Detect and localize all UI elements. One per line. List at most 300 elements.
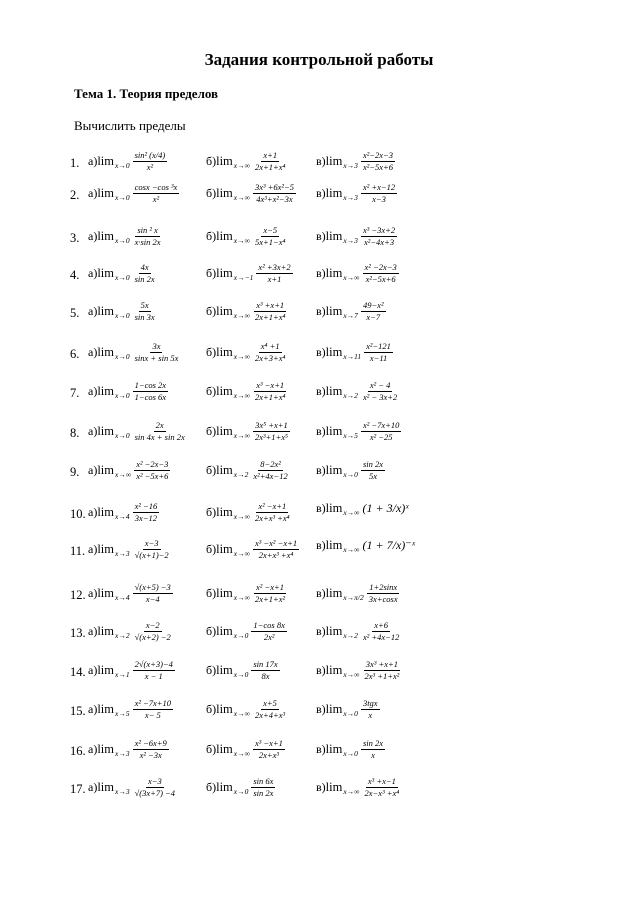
problem-number: 1. (70, 156, 80, 170)
denominator: 3x+cosx (368, 594, 398, 604)
fraction (361, 620, 401, 643)
limit-item (88, 582, 176, 605)
limit-item (316, 501, 409, 516)
limit-subscript: x→3 (115, 549, 130, 558)
item-letter: а) (88, 154, 98, 168)
problem-number: 17. (70, 782, 86, 796)
page-title: Задания контрольной работы (204, 50, 434, 69)
numerator: x² −x+1 (258, 501, 287, 511)
limit-item (206, 738, 288, 761)
limit-item (88, 380, 171, 403)
lim-word: lim (216, 702, 233, 716)
limit-operator (97, 780, 129, 795)
limit-operator (216, 505, 250, 520)
limit-subscript: x→2 (343, 391, 358, 400)
denominator: sinx + sin 5x (134, 353, 179, 363)
denominator: x (368, 710, 373, 720)
lim-word: lim (97, 702, 114, 716)
lim-word: lim (216, 384, 233, 398)
problem-number: 14. (70, 665, 86, 679)
limit-operator (97, 542, 129, 557)
limit-operator (326, 304, 358, 319)
item-letter: б) (206, 742, 217, 756)
fraction (253, 182, 296, 205)
item-letter: б) (206, 345, 217, 359)
lim-word: lim (97, 266, 114, 280)
lim-word: lim (325, 266, 343, 280)
limit-subscript: x→3 (343, 236, 358, 245)
limit-item (88, 262, 160, 285)
denominator: 2x+x³ (258, 750, 279, 760)
limit-subscript: x→∞ (115, 470, 132, 479)
limit-operator (97, 384, 129, 399)
numerator: x² −7x+10 (134, 698, 172, 708)
limit-subscript: x→0 (115, 352, 130, 361)
lim-word: lim (216, 424, 233, 438)
item-letter: а) (88, 384, 98, 398)
limit-item (316, 225, 400, 248)
limit-subscript: x→∞ (233, 549, 250, 558)
fraction (253, 341, 287, 364)
denominator: x² +4x−12 (362, 632, 400, 642)
limit-operator (97, 424, 129, 439)
limit-subscript: x→∞ (233, 236, 250, 245)
item-letter: в) (316, 702, 326, 716)
limit-operator (326, 345, 361, 360)
item-letter: в) (316, 538, 326, 552)
problem-number: 10. (70, 507, 86, 521)
fraction (133, 620, 173, 643)
limit-operator (326, 424, 358, 439)
limit-operator (216, 780, 248, 795)
limit-subscript: x→∞ (233, 193, 250, 202)
item-letter: б) (206, 154, 217, 168)
limit-subscript: x→0 (233, 670, 249, 679)
fraction (133, 300, 157, 323)
lim-word: lim (97, 186, 114, 200)
fraction (133, 225, 163, 248)
lim-word: lim (97, 542, 114, 556)
numerator: x−2 (145, 620, 160, 630)
item-letter: в) (316, 266, 326, 280)
limit-item (316, 738, 388, 761)
limit-item (206, 225, 290, 248)
limit-operator (216, 345, 250, 360)
denominator: x²−5x+6 (362, 162, 394, 172)
fraction (363, 776, 402, 799)
limit-subscript: x→∞ (233, 431, 250, 440)
fraction (367, 582, 400, 605)
numerator: x² +x−12 (362, 182, 396, 192)
limit-operator (216, 229, 250, 244)
limit-operator (216, 304, 250, 319)
limit-item (206, 698, 290, 721)
fraction (361, 300, 386, 323)
lim-word: lim (325, 624, 343, 638)
limit-operator (326, 463, 358, 478)
limit-operator (97, 586, 129, 601)
lim-word: lim (216, 780, 233, 794)
fraction (253, 420, 290, 443)
numerator: x³ −x² −x+1 (254, 538, 298, 548)
item-letter: а) (88, 424, 98, 438)
limit-operator (216, 624, 248, 639)
limit-item (316, 341, 396, 364)
limit-item (206, 150, 290, 173)
numerator: sin 6x (253, 776, 274, 786)
lim-word: lim (216, 463, 233, 477)
limit-item (206, 420, 293, 443)
limit-operator (216, 384, 250, 399)
limit-item (88, 620, 176, 643)
lim-word: lim (325, 384, 343, 398)
limit-item (316, 300, 389, 323)
limit-subscript: x→∞ (233, 593, 250, 602)
denominator: 2x−x³ +x⁴ (364, 788, 400, 798)
denominator: x²−5x+6 (365, 274, 396, 284)
limit-item (206, 538, 302, 561)
item-letter: б) (206, 304, 217, 318)
limit-subscript: x→∞ (233, 352, 250, 361)
numerator: x³ −x+1 (254, 738, 283, 748)
limit-operator (216, 154, 250, 169)
limit-item (88, 459, 173, 482)
numerator: x+1 (263, 150, 278, 160)
numerator: x² +3x+2 (258, 262, 291, 272)
fraction (133, 380, 168, 403)
problem-number: 4. (70, 268, 80, 282)
denominator: 2x³ +1+x² (364, 671, 400, 681)
numerator: sin ² x (137, 225, 158, 235)
denominator: 1−cos 6x (134, 392, 167, 402)
lim-word: lim (97, 345, 114, 359)
fraction (133, 738, 169, 761)
limit-subscript: x→4 (115, 593, 130, 602)
limit-item (316, 620, 404, 643)
fraction (133, 262, 157, 285)
numerator: sin 2x (362, 459, 384, 469)
numerator: x+6 (374, 620, 389, 630)
item-letter: в) (316, 624, 326, 638)
denominator: 5x+1−x⁴ (254, 237, 286, 247)
item-letter: б) (206, 505, 217, 519)
numerator: x³ +x+1 (256, 300, 285, 310)
lim-word: lim (216, 542, 233, 556)
limit-operator (216, 463, 248, 478)
limit-subscript: x→∞ (233, 709, 250, 718)
item-letter: в) (316, 742, 326, 756)
fraction (361, 380, 399, 403)
item-letter: а) (88, 702, 98, 716)
lim-word: lim (325, 229, 343, 243)
limit-item (206, 776, 278, 799)
numerator: x² −2x−3 (364, 262, 397, 272)
item-letter: а) (88, 345, 98, 359)
item-letter: в) (316, 186, 326, 200)
limit-operator (326, 780, 360, 795)
numerator: sin² (x/4) (134, 150, 166, 160)
denominator: 2x+3+x⁴ (254, 353, 286, 363)
lim-word: lim (97, 304, 114, 318)
limit-subscript: x→5 (115, 709, 130, 718)
lim-word: lim (325, 702, 343, 716)
lim-word: lim (97, 154, 114, 168)
limit-item (206, 341, 290, 364)
limit-subscript: x→∞ (343, 787, 360, 796)
lim-word: lim (216, 586, 233, 600)
fraction (253, 380, 287, 403)
numerator: x−3 (147, 776, 162, 786)
problem-number: 11. (70, 544, 86, 558)
limit-item (206, 182, 299, 205)
limit-item (88, 300, 160, 323)
denominator: 2x+1+x⁴ (254, 392, 286, 402)
item-letter: а) (88, 505, 98, 519)
limit-operator (216, 424, 250, 439)
limit-subscript: x→∞ (233, 512, 250, 521)
limit-item (88, 738, 172, 761)
numerator: x² −6x+9 (134, 738, 167, 748)
denominator: √(x+2) −2 (134, 632, 171, 642)
numerator: x²−121 (366, 341, 391, 351)
denominator: 2x+x³ +x⁴ (254, 513, 290, 523)
lim-word: lim (97, 384, 114, 398)
item-letter: а) (88, 780, 98, 794)
lim-word: lim (325, 780, 343, 794)
limit-item (88, 698, 176, 721)
denominator: 3x−12 (134, 513, 158, 523)
limit-subscript: x→∞ (343, 273, 360, 282)
limit-operator (97, 266, 129, 281)
lim-word: lim (97, 229, 114, 243)
problem-number: 3. (70, 231, 80, 245)
limit-operator (216, 542, 250, 557)
limit-item (316, 698, 383, 721)
limit-item (206, 262, 296, 285)
fraction (361, 698, 380, 721)
fraction (133, 582, 173, 605)
denominator: x−7 (366, 312, 381, 322)
limit-operator (326, 229, 358, 244)
numerator: x² −x+1 (256, 582, 284, 592)
limit-item (316, 776, 404, 799)
item-letter: б) (206, 663, 217, 677)
item-letter: в) (316, 384, 326, 398)
limit-operator (216, 586, 250, 601)
limit-subscript: x→∞ (343, 545, 360, 554)
limit-item (206, 582, 290, 605)
numerator: x+5 (263, 698, 277, 708)
lim-word: lim (325, 586, 343, 600)
lim-word: lim (216, 304, 233, 318)
limit-item (206, 620, 290, 643)
limit-operator (97, 624, 129, 639)
limit-item (316, 538, 415, 553)
limit-item (316, 420, 404, 443)
denominator: 2x+1+x⁴ (254, 162, 286, 172)
item-letter: в) (316, 154, 326, 168)
item-letter: а) (88, 663, 98, 677)
limit-subscript: x→0 (115, 161, 130, 170)
fraction (251, 459, 289, 482)
denominator: 8x (261, 671, 270, 681)
problem-number: 12. (70, 588, 86, 602)
denominator: sin 2x (134, 274, 155, 284)
numerator: 1−cos 8x (253, 620, 285, 630)
limit-operator (326, 702, 358, 717)
instruction-text: Вычислить пределы (74, 118, 186, 133)
limit-item (88, 150, 170, 173)
numerator: cosx −cos ³x (134, 182, 178, 192)
item-letter: а) (88, 304, 98, 318)
numerator: 3x³ +x+1 (365, 659, 398, 669)
limit-subscript: x→3 (115, 749, 130, 758)
item-letter: а) (88, 542, 98, 556)
item-letter: а) (88, 624, 98, 638)
denominator: x²+4x−12 (253, 471, 288, 481)
numerator: x² −7x+10 (362, 420, 400, 430)
limit-subscript: x→3 (115, 787, 130, 796)
limit-subscript: x→0 (343, 709, 358, 718)
item-letter: в) (316, 663, 326, 677)
item-letter: а) (88, 586, 98, 600)
fraction (364, 341, 393, 364)
limit-item (88, 501, 162, 524)
fraction (253, 501, 292, 524)
denominator: x−3 (372, 194, 386, 204)
item-letter: в) (316, 463, 326, 477)
limit-subscript: x→0 (115, 391, 130, 400)
limit-operator (97, 742, 129, 757)
item-letter: в) (316, 345, 326, 359)
limit-subscript: x→0 (233, 631, 249, 640)
denominator: x² −3x (139, 750, 162, 760)
fraction (253, 538, 299, 561)
lim-word: lim (325, 424, 343, 438)
limit-item (88, 538, 174, 561)
fraction (133, 776, 177, 799)
numerator: 3tgx (362, 698, 378, 708)
fraction (256, 262, 292, 285)
numerator: x² −2x−3 (136, 459, 169, 469)
limit-item (206, 659, 283, 682)
limit-subscript: x→∞ (233, 311, 250, 320)
numerator: 4x (140, 262, 149, 272)
limit-item (88, 776, 180, 799)
limit-subscript: x→∞ (343, 670, 360, 679)
limit-operator (216, 742, 250, 757)
limit-operator (216, 266, 253, 281)
numerator: sin 17x (253, 659, 278, 669)
fraction (253, 698, 287, 721)
item-letter: в) (316, 424, 326, 438)
problem-number: 16. (70, 744, 86, 758)
limit-operator (326, 186, 358, 201)
fraction (361, 459, 385, 482)
item-letter: а) (88, 186, 98, 200)
lim-word: lim (97, 780, 114, 794)
numerator: x³ +x−1 (367, 776, 396, 786)
fraction (361, 420, 401, 443)
item-letter: б) (206, 624, 217, 638)
limit-operator (326, 624, 358, 639)
denominator: 2x² (263, 632, 275, 642)
lim-word: lim (325, 345, 343, 359)
limit-item (316, 182, 400, 205)
limit-operator (97, 186, 129, 201)
denominator: 2x+4+x³ (254, 710, 286, 720)
lim-word: lim (97, 586, 114, 600)
lim-word: lim (97, 624, 114, 638)
denominator: x+1 (267, 274, 282, 284)
limit-item (88, 659, 178, 682)
numerator: x−3 (144, 538, 159, 548)
fraction (253, 582, 287, 605)
lim-word: lim (216, 345, 233, 359)
limit-expression: (1 + 3/x)ˣ (362, 501, 409, 515)
limit-operator (326, 501, 360, 516)
denominator: sin 4x + sin 2x (134, 432, 185, 442)
item-letter: б) (206, 780, 217, 794)
limit-item (88, 341, 183, 364)
lim-word: lim (325, 186, 343, 200)
fraction (361, 182, 397, 205)
fraction (363, 262, 399, 285)
item-letter: в) (316, 229, 326, 243)
denominator: 5x (368, 471, 377, 481)
problem-number: 8. (70, 426, 80, 440)
numerator: x³ −3x+2 (362, 225, 396, 235)
problem-number: 6. (70, 347, 80, 361)
denominator: x²−4x+3 (364, 237, 395, 247)
limit-subscript: x→−1 (233, 273, 254, 282)
limit-item (206, 501, 295, 524)
item-letter: б) (206, 186, 217, 200)
item-letter: в) (316, 501, 326, 515)
limit-item (316, 659, 404, 682)
limit-operator (97, 229, 129, 244)
item-letter: в) (316, 780, 326, 794)
item-letter: б) (206, 424, 217, 438)
limit-subscript: x→π/2 (343, 593, 364, 602)
limit-operator (97, 663, 129, 678)
denominator: x (371, 750, 375, 760)
numerator: 3x⁵ +x+1 (255, 420, 288, 430)
limit-subscript: x→0 (115, 311, 130, 320)
fraction (251, 776, 275, 799)
numerator: 3x (152, 341, 161, 351)
limit-item (206, 459, 293, 482)
limit-subscript: x→2 (115, 631, 130, 640)
numerator: 3x³ +6x²−5 (254, 182, 294, 192)
limit-subscript: x→∞ (233, 161, 250, 170)
limit-expression: (1 + 7/x)⁻ˣ (362, 538, 416, 552)
limit-subscript: x→2 (343, 631, 358, 640)
denominator: 4x³+x²−3x (256, 194, 293, 204)
numerator: 49−x² (362, 300, 384, 310)
fraction (251, 620, 286, 643)
numerator: x² −16 (134, 501, 158, 511)
denominator: x− 5 (144, 710, 161, 720)
problem-number: 9. (70, 465, 80, 479)
numerator: √(x+5) −3 (134, 582, 171, 592)
limit-subscript: x→∞ (233, 749, 250, 758)
lim-word: lim (97, 742, 114, 756)
fraction (133, 182, 180, 205)
limit-item (206, 380, 290, 403)
fraction (361, 738, 385, 761)
fraction (253, 150, 287, 173)
